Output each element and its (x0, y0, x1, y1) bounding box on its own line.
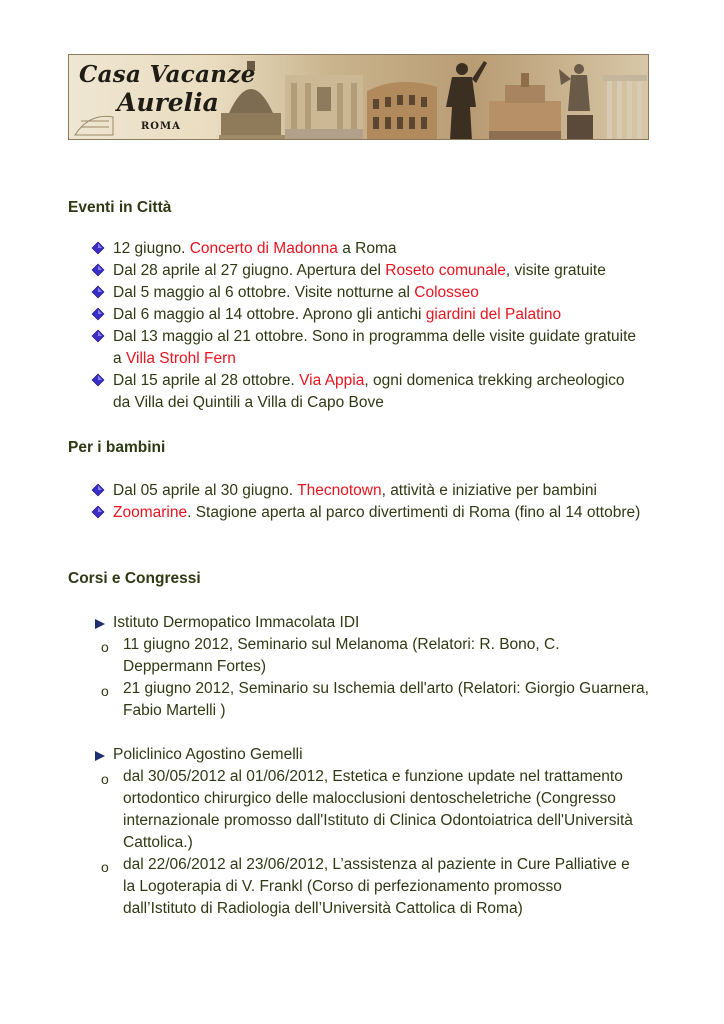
link-concerto-madonna[interactable]: Concerto di Madonna (189, 240, 338, 257)
bullet-diamond-icon (91, 329, 105, 343)
bullet-circle-icon: o (101, 771, 109, 787)
bullet-circle-icon: o (101, 859, 109, 875)
columns-icon (603, 75, 647, 139)
colosseum-sketch-icon (75, 116, 113, 135)
colosseum-icon (367, 82, 437, 140)
logo-subtitle: Aurelia (117, 88, 219, 117)
list-item: Dal 13 maggio al 21 ottobre. Sono in programma delle visite guidate gratuite (113, 328, 637, 345)
list-item: Dal 05 aprile al 30 giugno. Thecnotown, attività e iniziative per bambini (113, 482, 597, 499)
list-item-continuation: Cattolica.) (123, 834, 193, 851)
list-item: Dal 6 maggio al 14 ottobre. Aprono gli antichi giardini del Palatino (113, 306, 562, 323)
list-item: Zoomarine. Stagione aperta al parco divertimenti di Roma (fino al 14 ottobre) (113, 504, 641, 521)
bullet-circle-icon: o (101, 683, 109, 699)
link-roseto-comunale[interactable]: Roseto comunale (385, 262, 506, 279)
bullet-diamond-icon (91, 373, 105, 387)
list-item-continuation: internazionale promosso dall'Istituto di Clinica Odontoiatrica dell'Università (123, 812, 633, 829)
section-heading-bambini: Per i bambini (68, 439, 166, 456)
list-item: Dal 15 aprile al 28 ottobre. Via Appia, ogni domenica trekking archeologico (113, 372, 625, 389)
link-thecnotown[interactable]: Thecnotown (297, 482, 382, 499)
fountain-facade-icon (285, 75, 363, 140)
link-via-appia[interactable]: Via Appia (299, 372, 365, 389)
section-heading-corsi: Corsi e Congressi (68, 570, 201, 587)
list-item: Dal 5 maggio al 6 ottobre. Visite notturne al Colosseo (113, 284, 479, 301)
bullet-diamond-icon (91, 285, 105, 299)
list-item: 12 giugno. Concerto di Madonna a Roma (113, 240, 397, 257)
institute-name: Policlinico Agostino Gemelli (113, 746, 303, 763)
bullet-diamond-icon (91, 505, 105, 519)
angel-statue-icon (559, 64, 593, 140)
list-item: dal 22/06/2012 al 23/06/2012, L’assistenza al paziente in Cure Palliative e (123, 856, 630, 873)
list-item-continuation: ortodontico chirurgico delle malocclusioni dentoscheletriche (Congresso (123, 790, 616, 807)
list-item: 11 giugno 2012, Seminario sul Melanoma (Relatori: R. Bono, C. (123, 636, 560, 653)
bullet-circle-icon: o (101, 639, 109, 655)
bullet-diamond-icon (91, 241, 105, 255)
list-item-continuation: a Villa Strohl Fern (113, 350, 236, 367)
bullet-diamond-icon (91, 263, 105, 277)
list-item: Dal 28 aprile al 27 giugno. Apertura del Roseto comunale, visite gratuite (113, 262, 606, 279)
list-item-continuation: dall’Istituto di Radiologia dell’Università Cattolica di Roma) (123, 900, 523, 917)
list-item-continuation: Deppermann Fortes) (123, 658, 267, 675)
link-colosseo[interactable]: Colosseo (414, 284, 479, 301)
statue-icon (446, 61, 487, 140)
section-heading-eventi: Eventi in Città (68, 199, 172, 216)
bullet-diamond-icon (91, 483, 105, 497)
logo-title: Casa Vacanze (79, 61, 256, 88)
link-zoomarine[interactable]: Zoomarine (113, 504, 188, 521)
list-item: 21 giugno 2012, Seminario su Ischemia dell'arto (Relatori: Giorgio Guarnera, (123, 680, 649, 697)
list-item-continuation: Fabio Martelli ) (123, 702, 226, 719)
list-item: dal 30/05/2012 al 01/06/2012, Estetica e funzione update nel trattamento (123, 768, 623, 785)
link-giardini-palatino[interactable]: giardini del Palatino (425, 306, 562, 323)
institute-name: Istituto Dermopatico Immacolata IDI (113, 614, 360, 631)
bullet-triangle-icon (94, 618, 106, 630)
link-villa-strohl-fern[interactable]: Villa Strohl Fern (125, 350, 236, 367)
list-item-continuation: da Villa dei Quintili a Villa di Capo Bove (113, 394, 384, 411)
header-banner (68, 54, 649, 140)
list-item-continuation: la Logoterapia di V. Frankl (Corso di perfezionamento promosso (123, 878, 562, 895)
logo-city: ROMA (141, 121, 181, 132)
bullet-triangle-icon (94, 750, 106, 762)
bullet-diamond-icon (91, 307, 105, 321)
castle-icon (489, 73, 561, 140)
